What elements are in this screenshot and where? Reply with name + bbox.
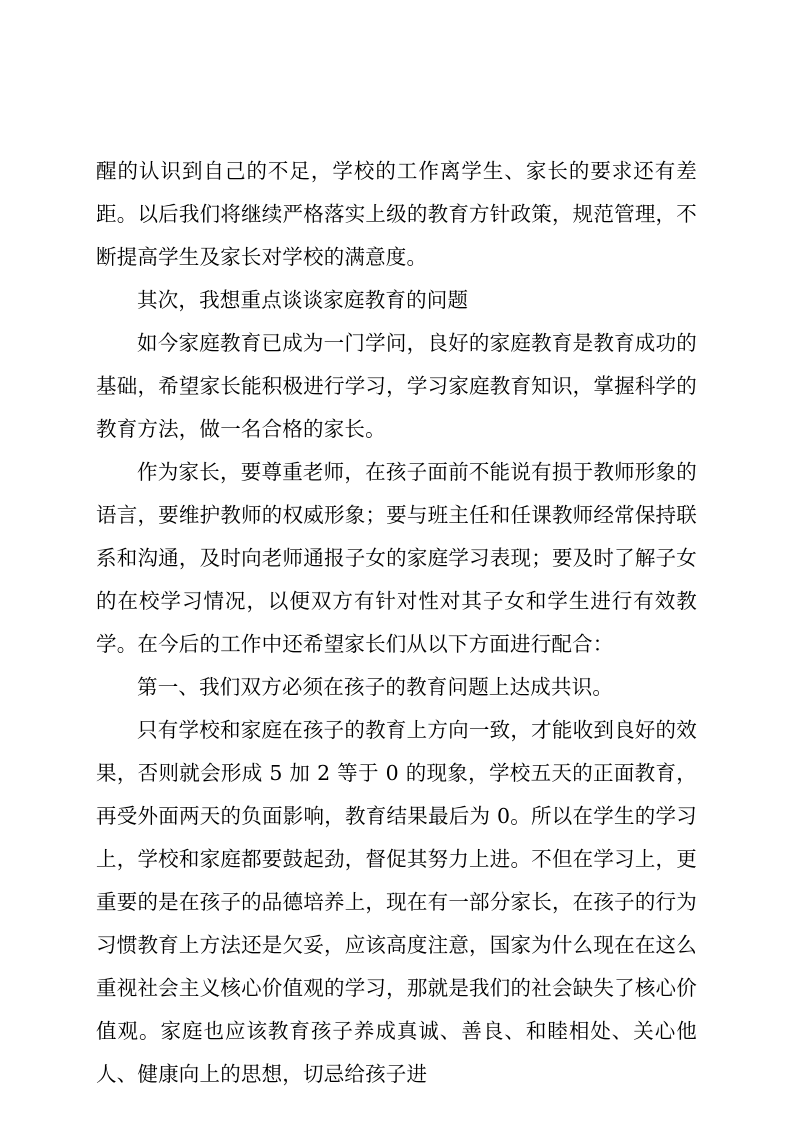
document-body bbox=[96, 150, 697, 1096]
paragraph-3: 如今家庭教育已成为一门学问，良好的家庭教育是教育成功的基础，希望家长能积极进行学习，学习家庭教育知识，掌握科学的教育方法，做一名合格的家长。 bbox=[96, 331, 697, 441]
paragraph-6: 只有学校和家庭在孩子的教育上方向一致，才能收到良好的效果，否则就会形成 5 加 2 等于 0 的现象，学校五天的正面教育，再受外面两天的负面影响，教育结果最后为 0。所以在学生的学习上，学校和家庭都要鼓起劲，督促其努力上进。不但在学习上，更重要的是在孩子的品德培养上，现在有一部分家长，在孩子的行为习惯教育上方法还是欠妥，应该高度注意，国家为什么现在在这么重视社会主义核心价值观的学习，那就是我们的社会缺失了核心价值观。家庭也应该教育孩子养成真诚、善良、和睦相处、关心他人、健康向上的思想，切忌给孩子进 bbox=[96, 718, 697, 1086]
paragraph-1: 醒的认识到自己的不足，学校的工作离学生、家长的要求还有差距。以后我们将继续严格落实上级的教育方针政策，规范管理，不断提高学生及家长对学校的满意度。 bbox=[96, 159, 697, 269]
paragraph-2: 其次，我想重点谈谈家庭教育的问题 bbox=[137, 288, 469, 312]
paragraph-4: 作为家长，要尊重老师，在孩子面前不能说有损于教师形象的语言，要维护教师的权威形象；要与班主任和任课教师经常保持联系和沟通，及时向老师通报子女的家庭学习表现；要及时了解子女的在校学习情况，以便双方有针对性对其子女和学生进行有效教学。在今后的工作中还希望家长们从以下方面进行配合： bbox=[96, 460, 697, 656]
paragraph-5: 第一、我们双方必须在孩子的教育问题上达成共识。 bbox=[137, 675, 614, 699]
